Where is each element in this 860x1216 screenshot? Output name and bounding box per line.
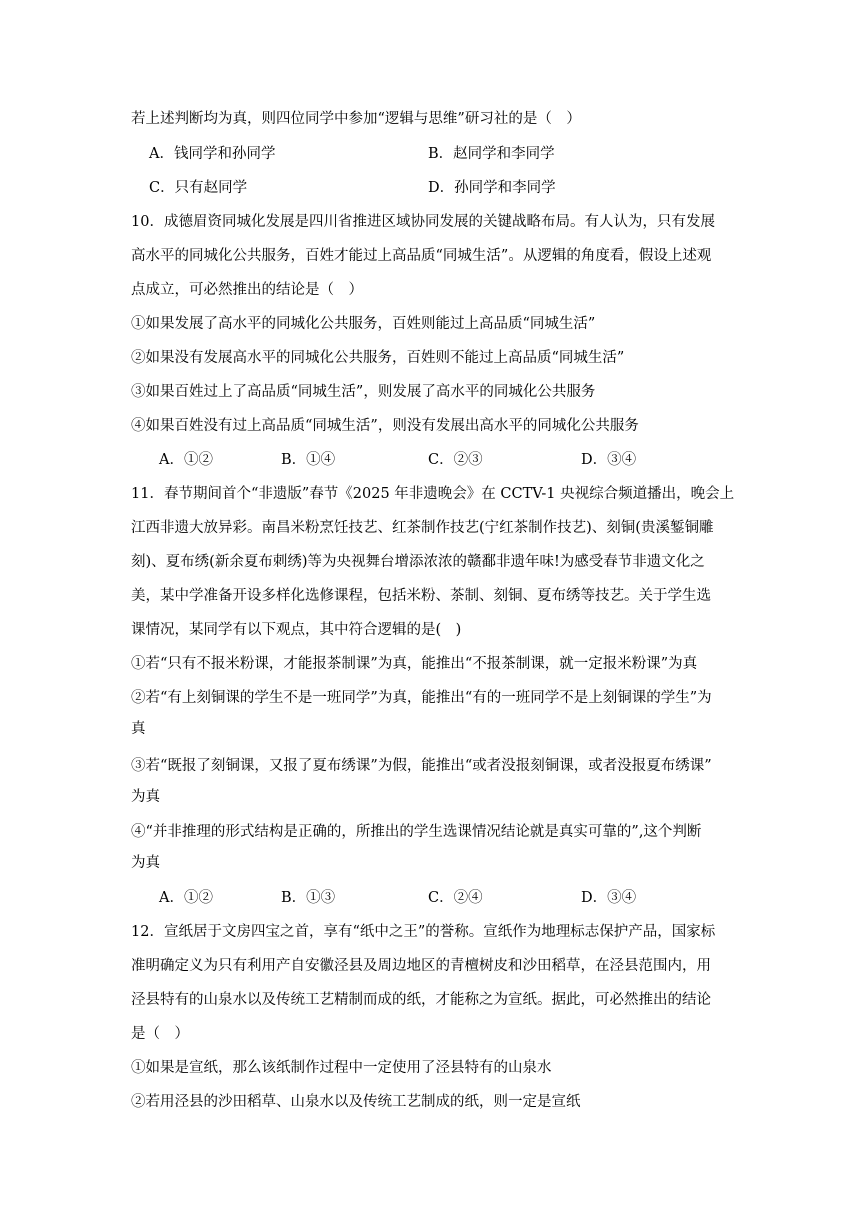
- q10-item-1: ①如果发展了高水平的同城化公共服务，百姓则能过上高品质“同城生活”: [131, 316, 596, 332]
- q10-option-b: B．①④: [281, 452, 336, 468]
- q11-item-4-cont: 为真: [131, 855, 160, 871]
- q9-option-d: D．孙同学和李同学: [428, 180, 556, 196]
- q10-stem-line: 高水平的同城化公共服务，百姓才能过上高品质“同城生活”。从逻辑的角度看，假设上述观: [131, 248, 712, 264]
- q11-stem-line: 课情况，某同学有以下观点，其中符合逻辑的是( ): [131, 622, 462, 638]
- q12-item-2: ②若用泾县的沙田稻草、山泉水以及传统工艺制成的纸，则一定是宣纸: [131, 1094, 581, 1110]
- q11-item-3-cont: 为真: [131, 789, 160, 805]
- q9-option-a: A．钱同学和孙同学: [149, 146, 276, 162]
- q11-option-a: A．①②: [159, 890, 213, 906]
- q10-item-3: ③如果百姓过上了高品质“同城生活”，则发展了高水平的同城化公共服务: [131, 384, 596, 400]
- q11-item-4: ④“并非推理的形式结构是正确的，所推出的学生选课情况结论就是真实可靠的”,这个判断: [131, 824, 702, 840]
- q12-stem-line: 泾县特有的山泉水以及传统工艺精制而成的纸，才能称之为宣纸。据此，可必然推出的结论: [131, 992, 711, 1008]
- q12-stem-line: 12．宣纸居于文房四宝之首，享有“纸中之王”的誉称。宣纸作为地理标志保护产品，国家标: [131, 924, 716, 940]
- q11-stem-line: 江西非遗大放异彩。南昌米粉烹饪技艺、红茶制作技艺(宁红茶制作技艺)、刻铜(贵溪錾铜雕: [131, 520, 714, 536]
- q11-item-3: ③若“既报了刻铜课，又报了夏布绣课”为假，能推出“或者没报刻铜课，或者没报夏布绣课”: [131, 758, 712, 774]
- q11-stem-line: 美，某中学准备开设多样化选修课程，包括米粉、茶制、刻铜、夏布绣等技艺。关于学生选: [131, 588, 711, 604]
- q11-item-1: ①若“只有不报米粉课，才能报茶制课”为真，能推出“不报茶制课，就一定报米粉课”为真: [131, 656, 698, 672]
- q10-stem-line: 10．成德眉资同城化发展是四川省推进区域协同发展的关键战略布局。有人认为，只有发展: [131, 214, 715, 230]
- q11-item-2-cont: 真: [131, 721, 146, 737]
- q11-option-c: C．②④: [428, 890, 483, 906]
- q11-stem-line: 11．春节期间首个“非遗版”春节《2025 年非遗晚会》在 CCTV-1 央视综合频道播出，晚会上: [131, 486, 735, 502]
- q11-option-b: B．①③: [281, 890, 336, 906]
- q12-stem-line: 是（ ）: [131, 1026, 189, 1042]
- q9-stem-tail: 若上述判断均为真，则四位同学中参加“逻辑与思维”研习社的是（ ）: [131, 111, 581, 127]
- q9-option-c: C．只有赵同学: [149, 180, 248, 196]
- q11-stem-line: 刻)、夏布绣(新余夏布刺绣)等为央视舞台增添浓浓的赣鄱非遗年味!为感受春节非遗文化之: [131, 554, 705, 570]
- q10-option-a: A．①②: [159, 452, 213, 468]
- q10-option-c: C．②③: [428, 452, 483, 468]
- q12-stem-line: 准明确定义为只有利用产自安徽泾县及周边地区的青檀树皮和沙田稻草，在泾县范围内，用: [131, 958, 711, 974]
- q10-item-2: ②如果没有发展高水平的同城化公共服务，百姓则不能过上高品质“同城生活”: [131, 350, 625, 366]
- q9-option-b: B．赵同学和李同学: [428, 146, 555, 162]
- q10-option-d: D．③④: [581, 452, 637, 468]
- q10-stem-line: 点成立，可必然推出的结论是（ ）: [131, 282, 363, 298]
- q11-item-2: ②若“有上刻铜课的学生不是一班同学”为真，能推出“有的一班同学不是上刻铜课的学生”为: [131, 690, 712, 706]
- q12-item-1: ①如果是宣纸，那么该纸制作过程中一定使用了泾县特有的山泉水: [131, 1060, 552, 1076]
- q10-item-4: ④如果百姓没有过上高品质“同城生活”，则没有发展出高水平的同城化公共服务: [131, 418, 639, 434]
- q11-option-d: D．③④: [581, 890, 637, 906]
